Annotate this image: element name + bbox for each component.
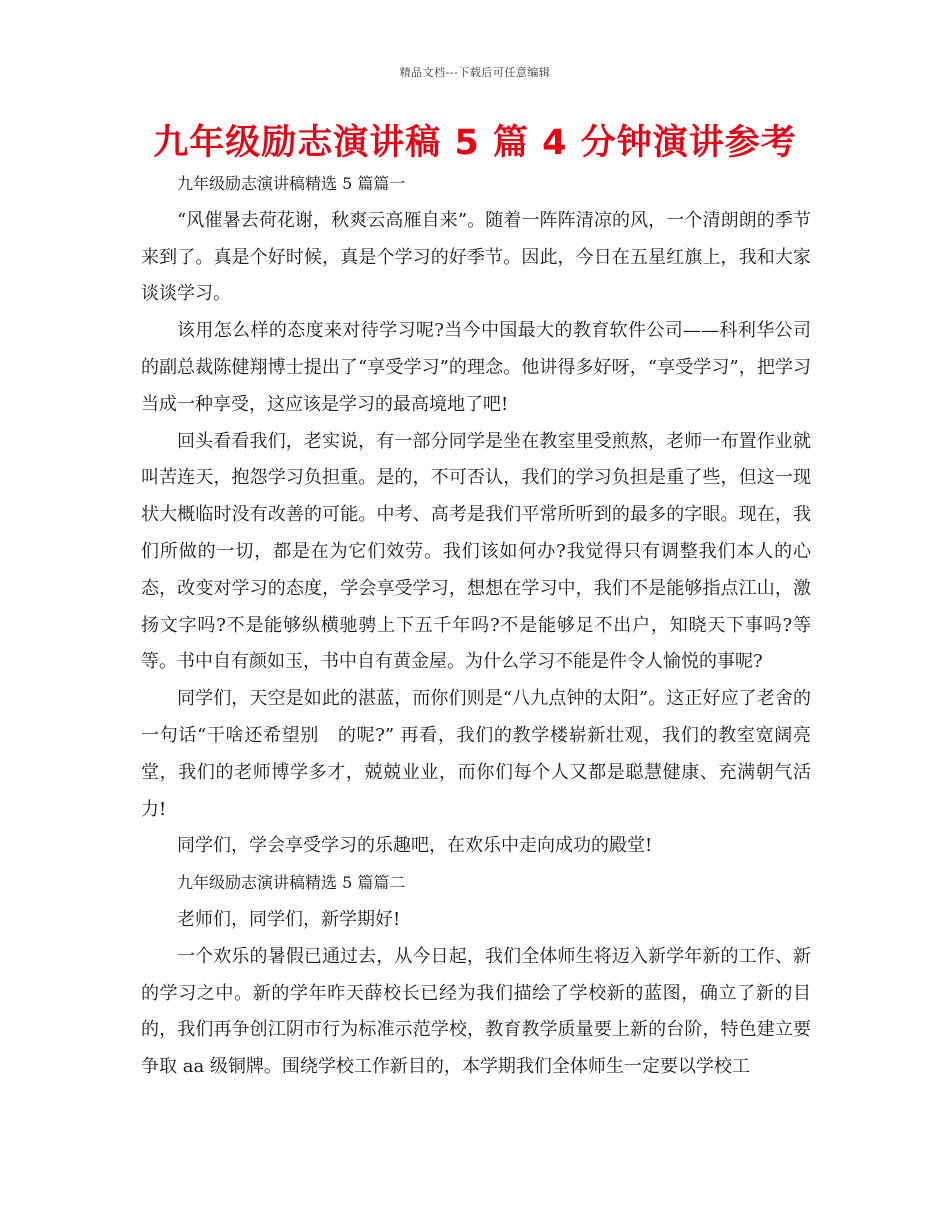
paragraph: 老师们，同学们，新学期好! (177, 908, 401, 930)
document-body (141, 166, 811, 1086)
paragraph: 同学们，学会享受学习的乐趣吧，在欢乐中走向成功的殿堂! (177, 835, 653, 857)
paragraph: 该用怎么样的态度来对待学习呢?当今中国最大的教育软件公司——科利华公司的副总裁陈健翔博士提出了“享受学习”的理念。他讲得多好呀，“享受学习”，把学习当成一种享受，这应该是学习的最高境地了吧! (141, 320, 811, 415)
paragraph: 同学们，天空是如此的湛蓝，而你们则是“八九点钟的太阳”。这正好应了老舍的一句话“干啥还希望别 的呢?” 再看，我们的教学楼崭新壮观，我们的教室宽阔亮堂，我们的老师博学多才，兢兢业业，而你们每个人又都是聪慧健康、充满朝气活力! (141, 688, 811, 820)
section-heading-2: 九年级励志演讲稿精选 5 篇篇二 (177, 873, 406, 893)
paragraph: 一个欢乐的暑假已通过去，从今日起，我们全体师生将迈入新学年新的工作、新的学习之中。新的学年昨天薛校长已经为我们描绘了学校新的蓝图，确立了新的目的，我们再争创江阴市行为标准示范学校，教育教学质量要上新的台阶，特色建立要争取 aa 级铜牌。围绕学校工作新目的，本学期我们全体师生一定要以学校工 (141, 945, 811, 1078)
header-note: 精品文档---下载后可任意编辑 (399, 66, 551, 79)
paragraph: “风催暑去荷花谢，秋爽云高雁自来”。随着一阵阵清凉的风，一个清朗朗的季节来到了。真是个好时候，真是个学习的好季节。因此，今日在五星红旗上，我和大家谈谈学习。 (141, 209, 811, 305)
section-heading-1: 九年级励志演讲稿精选 5 篇篇一 (177, 174, 406, 193)
paragraph: 回头看看我们，老实说，有一部分同学是坐在教室里受煎熬，老师一布置作业就叫苦连天，抱怨学习负担重。是的，不可否认，我们的学习负担是重了些，但这一现状大概临时没有改善的可能。中考、高考是我们平常所听到的最多的字眼。现在，我们所做的一切，都是在为它们效劳。我们该如何办?我觉得只有调整我们本人的心态，改变对学习的态度，学会享受学习，想想在学习中，我们不是能够指点江山，激扬文字吗?不是能够纵横驰骋上下五千年吗?不是能够足不出户，知晓天下事吗?等等。书中自有颜如玉，书中自有黄金屋。为什么学习不能是件令人愉悦的事呢? (141, 430, 811, 673)
document-title: 九年级励志演讲稿 5 篇 4 分钟演讲参考 (153, 123, 797, 163)
